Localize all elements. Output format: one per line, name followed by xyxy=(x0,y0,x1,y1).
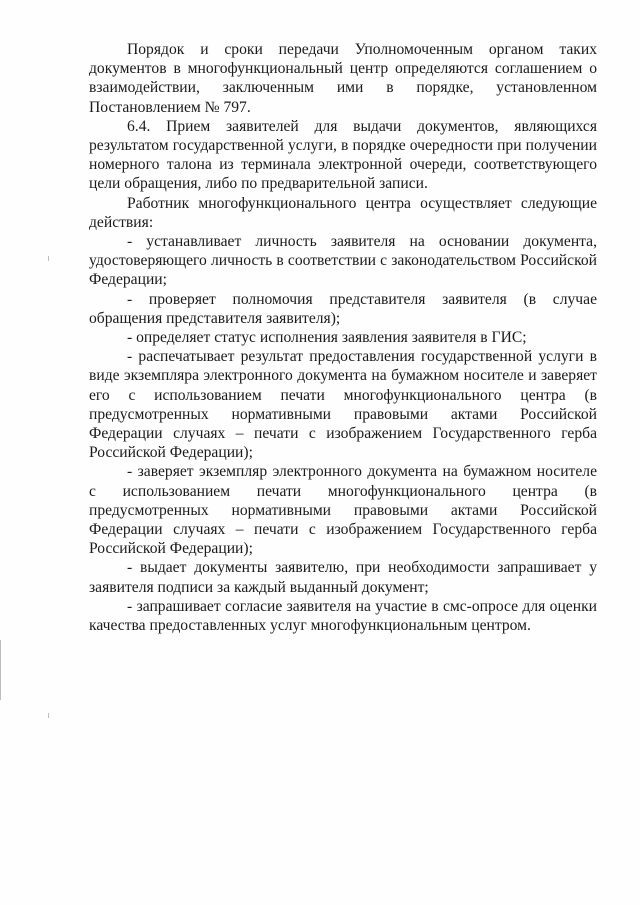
list-item-sms-survey: - запрашивает согласие заявителя на участие в смс-опросе для оценки качества предоставленных услуг многофункциональным центром. xyxy=(89,597,597,635)
list-item-authority-check: - проверяет полномочия представителя заявителя (в случае обращения представителя заявителя); xyxy=(89,290,597,327)
document-body xyxy=(89,40,597,635)
scan-artifact-mark xyxy=(48,256,49,261)
list-item-issue-documents: - выдает документы заявителю, при необходимости запрашивает у заявителя подписи за каждый выданный документ; xyxy=(89,559,597,596)
list-item-print-result: - распечатывает результат предоставления государственной услуги в виде экземпляра электронного документа на бумажном носителе и заверяет его с использованием печати многофункционального центра (в предусмотренных нормативными правовыми актами Российской Федерации случаях – печати с изображением Государственного герба Российской Федерации); xyxy=(89,348,597,462)
paragraph-actions-intro: Работник многофункционального центра осуществляет следующие действия: xyxy=(89,194,597,231)
list-item-certify-copy: - заверяет экземпляр электронного документа на бумажном носителе с использованием печати многофункционального центра (в предусмотренных нормативными правовыми актами Российской Федерации случаях – печати с изображением Государственного герба Российской Федерации); xyxy=(89,463,597,558)
scan-artifact-mark xyxy=(0,640,1,700)
scan-artifact-mark xyxy=(48,713,49,718)
paragraph-section-6-4: 6.4. Прием заявителей для выдачи документов, являющихся результатом государственной услуги, в порядке очередности при получении номерного талона из терминала электронной очереди, соответствующего цели обращения, либо по предварительной записи. xyxy=(89,117,597,193)
paragraph-delivery-terms: Порядок и сроки передачи Уполномоченным органом таких документов в многофункциональный центр определяются соглашением о взаимодействии, заключенным ими в порядке, установленном Постановлением № 797. xyxy=(89,41,597,116)
list-item-status: - определяет статус исполнения заявления заявителя в ГИС; xyxy=(127,329,527,347)
list-item-identity: - устанавливает личность заявителя на основании документа, удостоверяющего личность в соответствии с законодательством Российской Федерации; xyxy=(89,233,597,289)
